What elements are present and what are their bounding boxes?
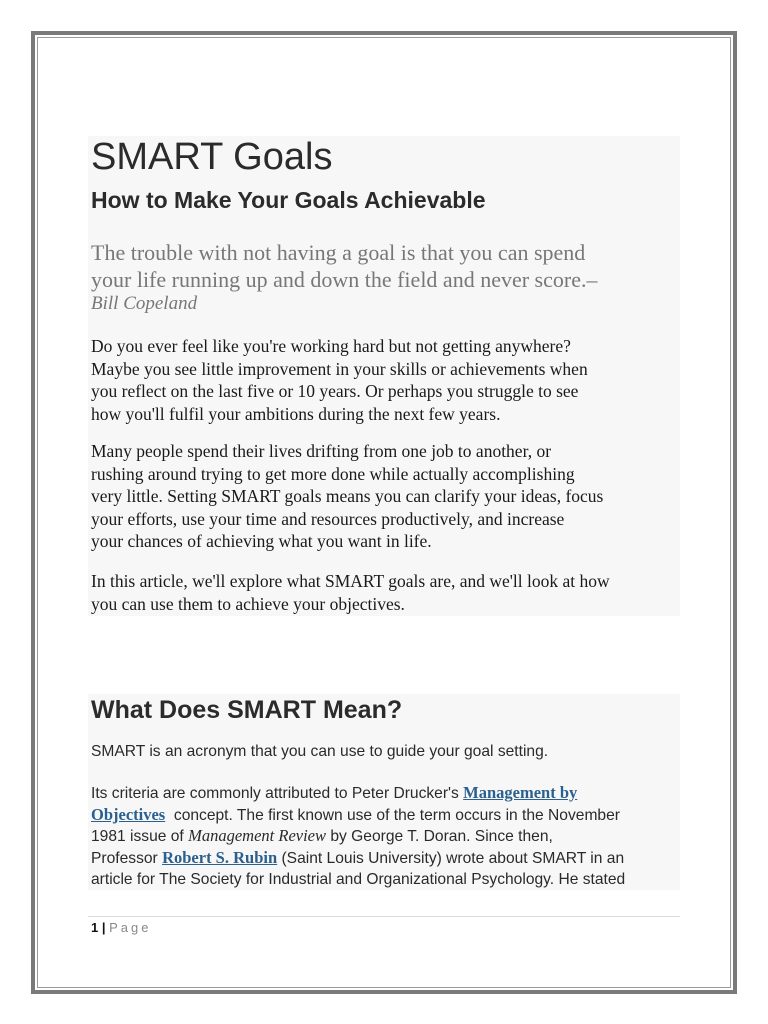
management-by-objectives-link[interactable]: Management by [463, 783, 578, 802]
page-footer [91, 920, 151, 935]
quote-line: The trouble with not having a goal is that you can spend [91, 240, 586, 265]
page-title: SMART Goals [91, 136, 333, 178]
text: Its criteria are commonly attributed to Peter Drucker's [91, 785, 464, 802]
text: (Saint Louis University) wrote about SMART in an [277, 850, 625, 868]
footer-separator: | [98, 920, 110, 935]
text: concept. The first known use of the term occurs in the November [165, 806, 620, 824]
text-line: Maybe you see little improvement in your skills or achievements when [91, 358, 588, 379]
management-by-objectives-link[interactable]: Objectives [91, 804, 166, 824]
text-line: you reflect on the last five or 10 years. Or perhaps you struggle to see [91, 381, 579, 401]
text-line: In this article, we'll explore what SMART goals are, and we'll look at how [91, 571, 610, 591]
text-line: your chances of achieving what you want in life. [91, 531, 432, 551]
robert-rubin-link[interactable]: Robert S. Rubin [162, 848, 278, 868]
text-line: Do you ever feel like you're working hard but not getting anywhere? [91, 336, 571, 356]
paragraph-1 [91, 335, 588, 425]
section-paragraph [91, 783, 625, 891]
text: Professor [91, 850, 163, 868]
paragraph-3 [91, 570, 610, 615]
text-line: how you'll fulfil your ambitions during the next few years. [91, 403, 501, 424]
quote-author: Bill Copeland [91, 293, 198, 314]
journal-title: Management Review [188, 826, 327, 846]
text-line: Many people spend their lives drifting from one job to another, or [91, 441, 552, 461]
page-label: Page [109, 920, 152, 935]
section-heading: What Does SMART Mean? [91, 696, 403, 724]
text: by George T. Doran. Since then, [326, 828, 553, 846]
text-line: article for The Society for Industrial and Organizational Psychology. He stated [91, 870, 626, 888]
paragraph-2 [91, 440, 603, 553]
text-line: you can use them to achieve your objectives. [91, 593, 405, 614]
text-line: your efforts, use your time and resources productively, and increase [91, 508, 565, 529]
quote-line: your life running up and down the field and never score.– [91, 266, 598, 292]
page-subtitle: How to Make Your Goals Achievable [91, 187, 486, 213]
quote [91, 240, 597, 315]
section-intro: SMART is an acronym that you can use to guide your goal setting. [91, 743, 549, 760]
page-number: 1 [91, 920, 99, 935]
text: 1981 issue of [91, 828, 189, 846]
text-line: rushing around trying to get more done while actually accomplishing [91, 463, 575, 484]
footer-divider [88, 916, 680, 917]
text-line: very little. Setting SMART goals means you can clarify your ideas, focus [91, 486, 604, 506]
